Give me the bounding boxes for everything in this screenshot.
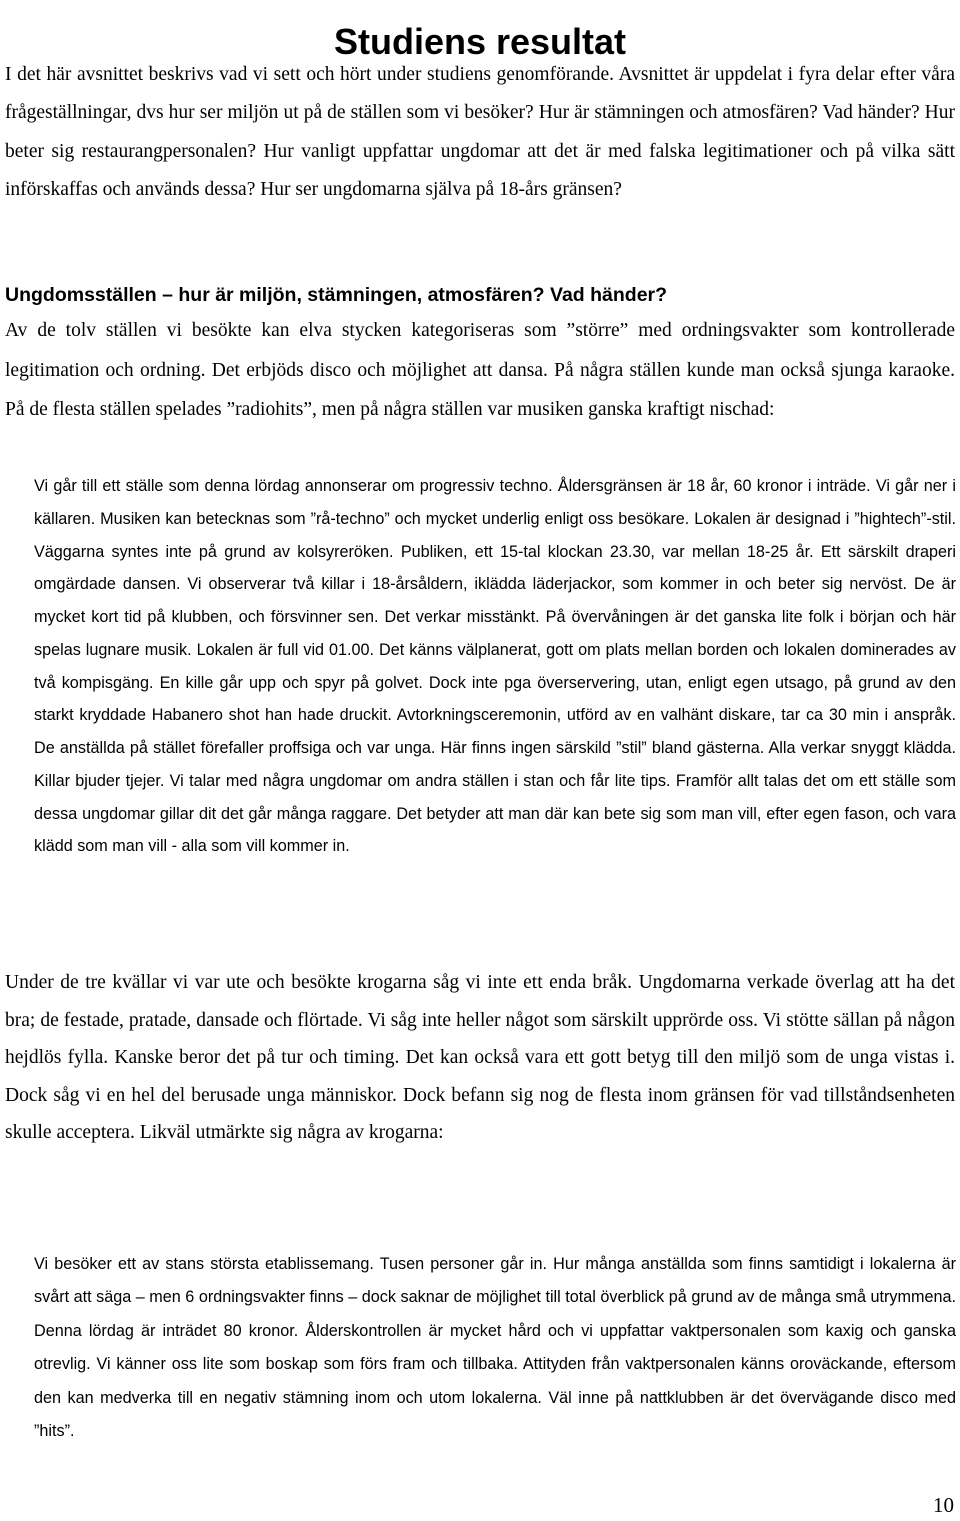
- field-note-quote-2: Vi besöker ett av stans största etablissemang. Tusen personer går in. Hur många anställda som finns samtidigt i lokalerna är svårt att säga – men 6 ordningsvakter finns – dock saknar de möjlighet till total överblick på grund av de många små utrymmena. Denna lördag är inträdet 80 kronor. Ålderskontrollen är mycket hård och vi uppfattar vaktpersonalen som kaxig och ganska otrevlig. Vi känner oss lite som boskap som förs fram och tillbaka. Attityden från vaktpersonalen känns oroväckande, eftersom den kan medverka till en negativ stämning inom och utom lokalerna. Väl inne på nattklubben är det övervägande disco med ”hits”.: [34, 1255, 956, 1441]
- field-note-quote-1: Vi går till ett ställe som denna lördag annonserar om progressiv techno. Åldersgränsen är 18 år, 60 kronor i inträde. Vi går ner i källaren. Musiken kan betecknas som ”rå-techno” och mycket underlig enligt oss besökare. Lokalen är designad i ”hightech”-stil. Väggarna syntes inte på grund av kolsyreröken. Publiken, ett 15-tal klockan 23.30, var mellan 18-25 år. Ett särskilt draperi omgärdade dansen. Vi observerar två killar i 18-årsåldern, iklädda läderjackor, som kommer in och beter sig nervöst. De är mycket kort tid på klubben, och försvinner sen. Det verkar misstänkt. På övervåningen är det ganska lite folk i början och här spelas lugnare musik. Lokalen är full vid 01.00. Det känns välplanerat, gott om plats mellan borden och lokalen dominerades av två kompisgäng. En kille går upp och spyr på golvet. Dock inte pga överservering, utan, enligt egen utsago, på grund av den starkt kryddade Habanero shot han hade druckit. Avtorkningsceremonin, utförd av en valhänt diskare, tar ca 30 min i anspråk. De anställda på stället förefaller proffsiga och var unga. Här finns ingen särskild ”stil” bland gästerna. Alla verkar snyggt klädda. Killar bjuder tjejer. Vi talar med några ungdomar om andra ställen i stan och får lite tips. Framför allt talas det om ett ställe som dessa ungdomar gillar dit det går många raggare. Det betyder att man där kan bete sig som man vill, efter egen fason, och vara klädd som man vill - alla som vill kommer in.: [34, 477, 956, 856]
- page-number: 10: [933, 1493, 954, 1517]
- body-paragraph-1: Av de tolv ställen vi besökte kan elva stycken kategoriseras som ”större” med ordningsvakter som kontrollerade legitimation och ordning. Det erbjöds disco och möjlighet att dansa. På några ställen kunde man också sjunga karaoke. På de flesta ställen spelades ”radiohits”, men på några ställen var musiken ganska kraftigt nischad:: [5, 320, 955, 420]
- page-title: Studiens resultat: [333, 21, 627, 63]
- intro-paragraph: I det här avsnittet beskrivs vad vi sett och hört under studiens genomförande. Avsnittet är uppdelat i fyra delar efter våra frågeställningar, dvs hur ser miljön ut på de ställen som vi besöker? Hur är stämningen och atmosfären? Vad händer? Hur beter sig restaurangpersonalen? Hur vanligt uppfattar ungdomar att det är med falska legitimationer och på vilka sätt införskaffas och används dessa? Hur ser ungdomarna själva på 18-års gränsen?: [5, 64, 955, 200]
- section-heading: Ungdomsställen – hur är miljön, stämningen, atmosfären? Vad händer?: [5, 284, 668, 306]
- body-paragraph-2: Under de tre kvällar vi var ute och besökte krogarna såg vi inte ett enda bråk. Ungdomarna verkade överlag att ha det bra; de festade, pratade, dansade och flörtade. Vi såg inte heller något som särskilt upprörde oss. Vi stötte sällan på någon hejdlös fylla. Kanske beror det på tur och timing. Det kan också vara ett gott betyg till den miljö som de unga vistas i. Dock såg vi en hel del berusade unga människor. Dock befann sig nog de flesta inom gränsen för vad tillståndsenheten skulle acceptera. Likväl utmärkte sig några av krogarna:: [5, 972, 955, 1144]
